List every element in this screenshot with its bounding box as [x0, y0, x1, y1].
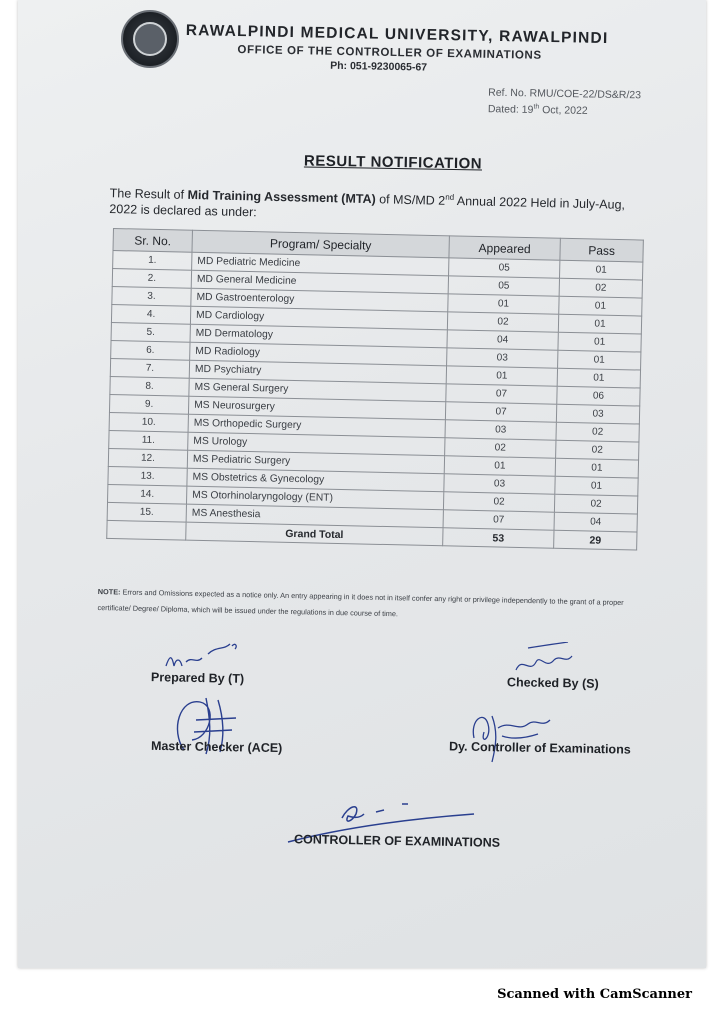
pass-cell: 01 [558, 314, 641, 334]
sr-no-cell: 3. [112, 286, 191, 306]
signature-deputy-controller [462, 702, 562, 768]
header-pass: Pass [560, 238, 643, 262]
total-blank [107, 520, 186, 540]
program-cell: MD Pediatric Medicine [192, 252, 449, 276]
university-logo [121, 10, 179, 68]
pass-cell: 01 [559, 296, 642, 316]
pass-cell: 01 [555, 476, 638, 496]
sr-no-cell: 6. [111, 340, 190, 360]
reference-block [488, 87, 641, 119]
sr-no-cell: 7. [110, 358, 189, 378]
sr-no-cell: 1. [113, 251, 192, 271]
program-cell: MD Radiology [190, 342, 447, 366]
sr-no-cell: 5. [111, 322, 190, 342]
appeared-cell: 07 [445, 402, 556, 422]
pass-cell: 01 [560, 260, 643, 280]
letterhead [185, 22, 646, 78]
appeared-cell: 01 [446, 366, 557, 386]
appeared-cell: 05 [449, 258, 560, 278]
sr-no-cell: 12. [108, 448, 187, 468]
prepared-by-label: Prepared By (T) [150, 670, 245, 686]
appeared-cell: 02 [447, 312, 558, 332]
appeared-cell: 03 [445, 420, 556, 440]
date-line: Dated: 19th Oct, 2022 [487, 103, 588, 117]
program-cell: MD Psychiatry [189, 360, 446, 384]
header-sr-no: Sr. No. [113, 229, 192, 253]
appeared-cell: 01 [448, 294, 559, 314]
sr-no-cell: 14. [108, 484, 187, 504]
pass-cell: 02 [554, 494, 637, 514]
appeared-cell: 03 [444, 474, 555, 494]
signature-checked [510, 642, 580, 678]
appeared-cell: 07 [443, 510, 554, 530]
sr-no-cell: 2. [112, 269, 191, 289]
office-name: OFFICE OF THE CONTROLLER OF EXAMINATIONS [237, 43, 542, 62]
controller-label: CONTROLLER OF EXAMINATIONS [293, 832, 501, 850]
header-appeared: Appeared [449, 236, 560, 260]
program-cell: MD Dermatology [190, 324, 447, 348]
appeared-cell: 01 [444, 456, 555, 476]
disclaimer-note: NOTE: Errors and Omissions expected as a notice only. An entry appearing in it does not in itself confer any right or privilege independently to the grant of a proper certificate/ Degree/ Diploma, which will be issued under the regulations in due course of time. [97, 586, 624, 619]
program-cell: MS Urology [188, 432, 445, 456]
program-cell: MS Obstetrics & Gynecology [187, 468, 444, 492]
pass-cell: 02 [556, 440, 639, 460]
sr-no-cell: 10. [109, 412, 188, 432]
appeared-cell: 02 [443, 492, 554, 512]
phone-number: Ph: 051-9230065-67 [330, 59, 428, 74]
checked-by-label: Checked By (S) [506, 675, 599, 691]
pass-cell: 01 [555, 458, 638, 478]
sr-no-cell: 9. [109, 394, 188, 414]
pass-cell: 01 [557, 368, 640, 388]
master-checker-label: Master Checker (ACE) [150, 738, 283, 756]
total-pass: 29 [554, 530, 637, 550]
sr-no-cell: 13. [108, 466, 187, 486]
program-cell: MD Gastroenterology [191, 288, 448, 312]
appeared-cell: 05 [448, 276, 559, 296]
program-cell: MD General Medicine [191, 270, 448, 294]
program-cell: MD Cardiology [190, 306, 447, 330]
program-cell: MS Neurosurgery [188, 396, 445, 420]
university-name: RAWALPINDI MEDICAL UNIVERSITY, RAWALPINDI [185, 22, 609, 48]
intro-paragraph: The Result of Mid Training Assessment (MTA) of MS/MD 2nd Annual 2022 Held in July-Aug, 2022 is declared as under: [109, 186, 626, 220]
program-cell: MS Anesthesia [186, 504, 443, 528]
pass-cell: 02 [556, 422, 639, 442]
appeared-cell: 02 [445, 438, 556, 458]
sr-no-cell: 15. [107, 502, 186, 522]
sr-no-cell: 11. [109, 430, 188, 450]
program-cell: MS Pediatric Surgery [187, 450, 444, 474]
pass-cell: 06 [557, 386, 640, 406]
pass-cell: 03 [556, 404, 639, 424]
pass-cell: 01 [558, 350, 641, 370]
reference-number: Ref. No. RMU/COE-22/DS&R/23 [488, 86, 642, 102]
sr-no-cell: 4. [111, 304, 190, 324]
pass-cell: 04 [554, 512, 637, 532]
grand-total-label: Grand Total [186, 522, 443, 546]
document-page [18, 0, 706, 968]
header-program: Program/ Specialty [192, 230, 449, 258]
results-table-container [106, 228, 644, 551]
results-table [106, 228, 644, 551]
sr-no-cell: 8. [110, 376, 189, 396]
program-cell: MS Otorhinolaryngology (ENT) [186, 486, 443, 510]
appeared-cell: 03 [447, 348, 558, 368]
document-title: RESULT NOTIFICATION [303, 152, 483, 173]
program-cell: MS General Surgery [189, 378, 446, 402]
deputy-controller-label: Dy. Controller of Examinations [448, 739, 631, 757]
pass-cell: 01 [558, 332, 641, 352]
program-cell: MS Orthopedic Surgery [188, 414, 445, 438]
total-appeared: 53 [443, 528, 554, 548]
scanner-watermark: Scanned with CamScanner [497, 987, 692, 1002]
appeared-cell: 07 [446, 384, 557, 404]
appeared-cell: 04 [447, 330, 558, 350]
logo-seal [133, 22, 167, 56]
pass-cell: 02 [559, 278, 642, 298]
